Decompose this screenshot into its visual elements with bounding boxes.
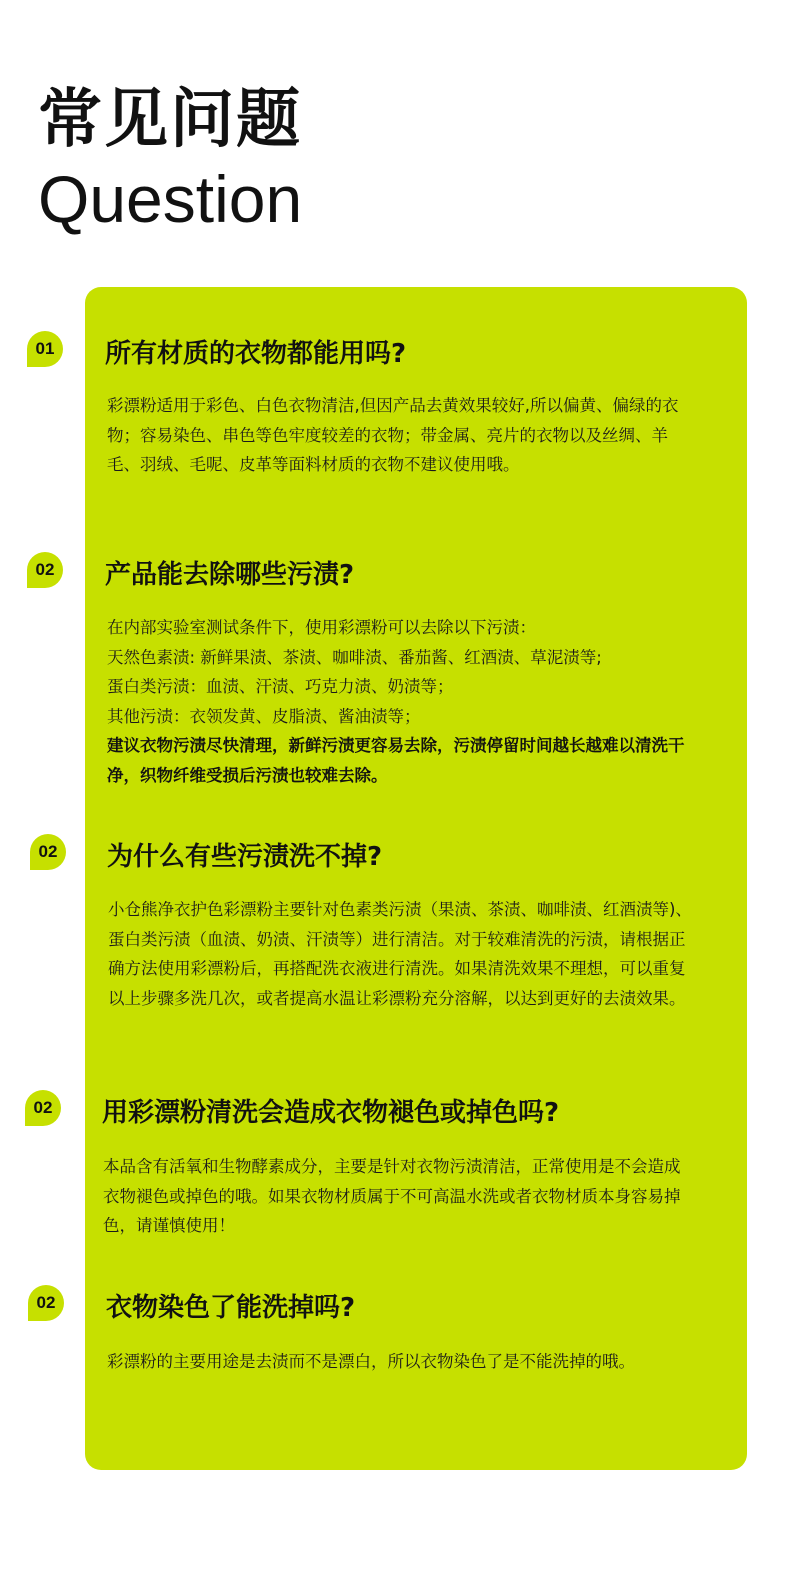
- faq-number-badge: 02: [25, 1090, 61, 1126]
- faq-answer-line: 蛋白类污渍：血渍、汗渍、巧克力渍、奶渍等；: [107, 677, 454, 696]
- faq-answer-text: 小仓熊净衣护色彩漂粉主要针对色素类污渍（果渍、茶渍、咖啡渍、红酒渍等)、蛋白类污渍（血渍、奶渍、汗渍等）进行清洁。对于较难清洗的污渍，请根据正确方法使用彩漂粉后，再搭配洗衣液进行清洗。如果清洗效果不理想，可以重复以上步骤多洗几次，或者提高水温让彩漂粉充分溶解，以达到更好的去渍效果。: [108, 900, 692, 1008]
- faq-number-badge: 01: [27, 331, 63, 367]
- faq-answer-line: 其他污渍：衣领发黄、皮脂渍、酱油渍等；: [107, 706, 421, 726]
- faq-answer: [107, 1347, 697, 1377]
- page-title: 常见问题: [38, 83, 302, 157]
- faq-number-badge: 02: [28, 1285, 64, 1321]
- faq-answer-text: 彩漂粉的主要用途是去渍而不是漂白，所以衣物染色了是不能洗掉的哦。: [107, 1352, 635, 1371]
- faq-answer: [108, 895, 698, 1013]
- faq-answer: [107, 613, 697, 790]
- page-subtitle: Question: [38, 162, 303, 236]
- faq-question: 所有材质的衣物都能用吗?: [105, 339, 407, 369]
- faq-question: 衣物染色了能洗掉吗?: [106, 1293, 356, 1323]
- faq-answer-line: 天然色素渍: 新鲜果渍、茶渍、咖啡渍、番茄酱、红酒渍、草泥渍等;: [107, 647, 602, 667]
- faq-answer-text: 本品含有活氧和生物酵素成分，主要是针对衣物污渍清洁，正常使用是不会造成衣物褪色或掉色的哦。如果衣物材质属于不可高温水洗或者衣物材质本身容易掉色，请谨慎使用！: [103, 1157, 681, 1235]
- faq-answer: [107, 391, 697, 480]
- faq-answer-line: 在内部实验室测试条件下，使用彩漂粉可以去除以下污渍：: [107, 618, 536, 637]
- faq-question: 为什么有些污渍洗不掉?: [107, 842, 383, 872]
- faq-answer-text: 彩漂粉适用于彩色、白色衣物清洁,但因产品去黄效果较好,所以偏黄、偏绿的衣物；容易染色、串色等色牢度较差的衣物；带金属、亮片的衣物以及丝绸、羊毛、羽绒、毛呢、皮革等面料材质的衣物不建议使用哦。: [107, 396, 679, 474]
- faq-question: 用彩漂粉清洗会造成衣物褪色或掉色吗?: [102, 1098, 560, 1128]
- faq-number-badge: 02: [27, 552, 63, 588]
- faq-answer-emphasis: 建议衣物污渍尽快清理，新鲜污渍更容易去除，污渍停留时间越长越难以清洗干净，织物纤维受损后污渍也较难去除。: [107, 736, 685, 785]
- faq-answer: [103, 1152, 693, 1241]
- faq-question: 产品能去除哪些污渍?: [105, 560, 355, 590]
- faq-number-badge: 02: [30, 834, 66, 870]
